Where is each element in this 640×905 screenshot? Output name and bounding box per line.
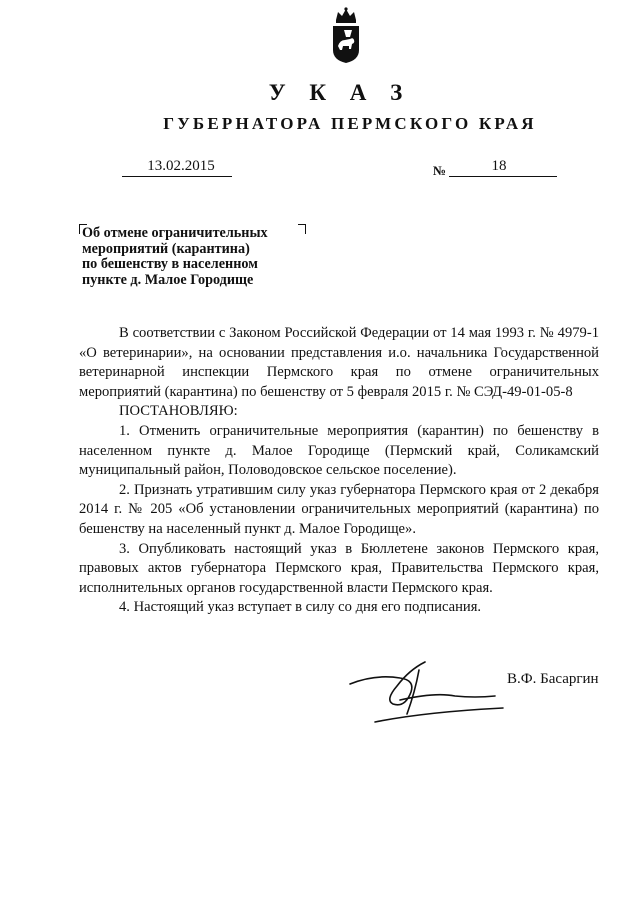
clause-4: 4. Настоящий указ вступает в силу со дня его подписания. <box>119 599 482 616</box>
handwritten-signature-icon <box>345 652 505 730</box>
document-subject <box>82 226 302 288</box>
subject-line: мероприятий (карантина) <box>82 240 250 257</box>
preamble-paragraph: В соответствии с Законом Российской Федерации от 14 мая 1993 г. № 4979-1 «О ветеринарии», на основании представления и.о. начальника Государственной ветеринарной инспекции Пермского края по отмене ограничительных мероприятий (карантина) по бешенству от 5 февраля 2015 г. № СЭД-49-01-05-8 <box>79 325 599 400</box>
document-number: 18 <box>449 158 557 177</box>
clause-1: 1. Отменить ограничительные мероприятия (карантин) по бешенству в населенном пункте д. Малое Городище (Пермский край, Соликамский муниципальный район, Половодовское сельское поселение). <box>79 422 599 479</box>
decree-keyword: ПОСТАНОВЛЯЮ: <box>119 403 238 420</box>
number-label: № <box>433 163 447 178</box>
subject-line: по бешенству в населенном <box>82 256 258 272</box>
clause-3: 3. Опубликовать настоящий указ в Бюллетене законов Пермского края, правовых актов губернатора Пермского края, Правительства Пермского края, исполнительных органов государственной власти Пермского края. <box>79 540 599 596</box>
coat-of-arms-icon <box>330 6 362 64</box>
document-body <box>79 324 599 618</box>
clause-2: 2. Признать утратившим силу указ губернатора Пермского края от 2 декабря 2014 г. № 205 «Об установлении ограничительных мероприятий (карантина) по бешенству на населенный пункт д. Малое Городище». <box>79 481 599 537</box>
signer-name: В.Ф. Басаргин <box>507 671 599 687</box>
document-title: У К А З <box>268 80 412 105</box>
document-subtitle: ГУБЕРНАТОРА ПЕРМСКОГО КРАЯ <box>163 114 537 133</box>
subject-line: пункте д. Малое Городище <box>82 271 254 288</box>
subject-line: Об отмене ограничительных <box>82 225 268 241</box>
document-date: 13.02.2015 <box>122 158 232 177</box>
